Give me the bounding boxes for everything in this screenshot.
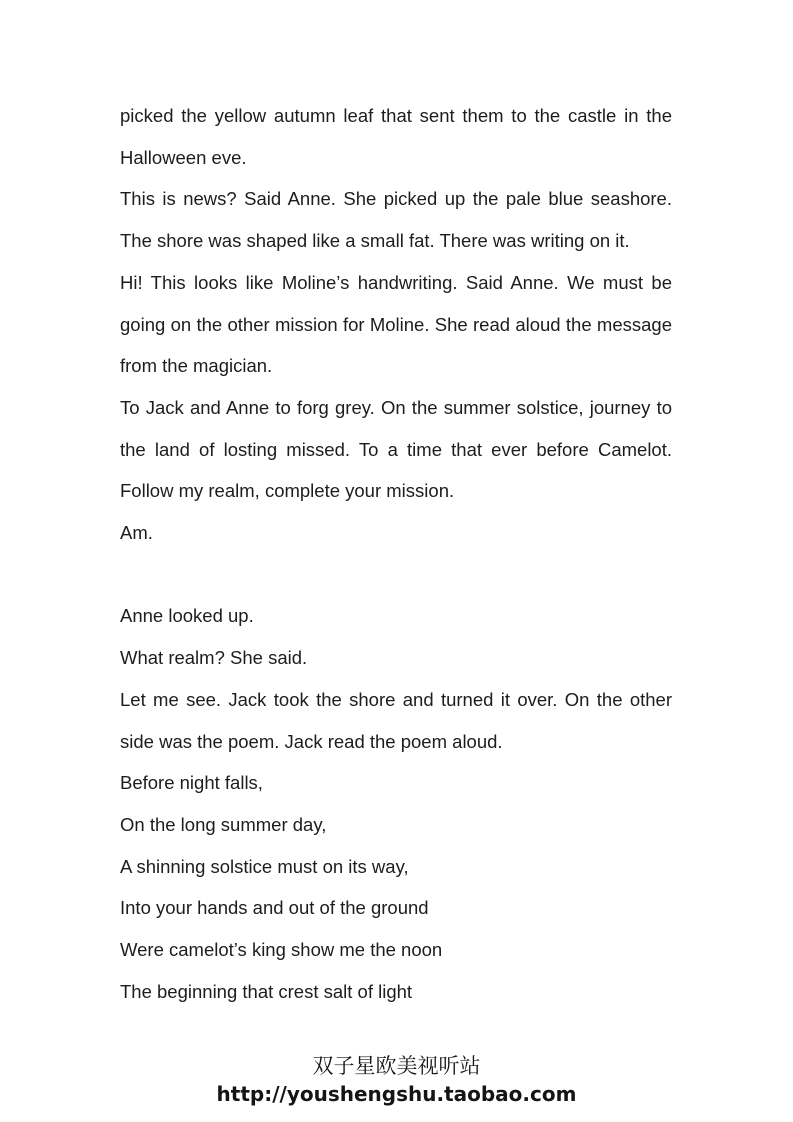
paragraph: Am. — [120, 522, 153, 544]
paragraph: This is news? Said Anne. She picked up the pale blue seashore. The shore was shaped like a small fat. There was writing on it. — [120, 188, 672, 252]
footer-site-name: 双子星欧美视听站 — [312, 1054, 481, 1078]
blank-line — [120, 554, 672, 596]
paragraph: Before night falls, — [120, 772, 263, 794]
watermark-footer — [0, 1053, 793, 1108]
story-text-block — [120, 95, 672, 1012]
paragraph: Hi! This looks like Moline’s handwriting. Said Anne. We must be going on the other mission for Moline. She read aloud the message from the magician. — [120, 271, 672, 377]
paragraph: picked the yellow autumn leaf that sent them to the castle in the Halloween eve. — [120, 105, 672, 168]
paragraph: Let me see. Jack took the shore and turned it over. On the other side was the poem. Jack read the poem aloud. — [120, 688, 672, 752]
footer-site-url: http://youshengshu.taobao.com — [216, 1082, 577, 1106]
paragraph: A shinning solstice must on its way, — [120, 855, 409, 877]
paragraph: The beginning that crest salt of light — [120, 980, 413, 1002]
paragraph: Anne looked up. — [120, 605, 254, 627]
paragraph: What realm? She said. — [120, 647, 308, 669]
paragraph: Were camelot’s king show me the noon — [120, 939, 443, 961]
paragraph: On the long summer day, — [120, 813, 327, 835]
paragraph: Into your hands and out of the ground — [120, 897, 429, 919]
paragraph: To Jack and Anne to forg grey. On the summer solstice, journey to the land of losting missed. To a time that ever before Camelot. Follow my realm, complete your mission. — [120, 396, 672, 502]
